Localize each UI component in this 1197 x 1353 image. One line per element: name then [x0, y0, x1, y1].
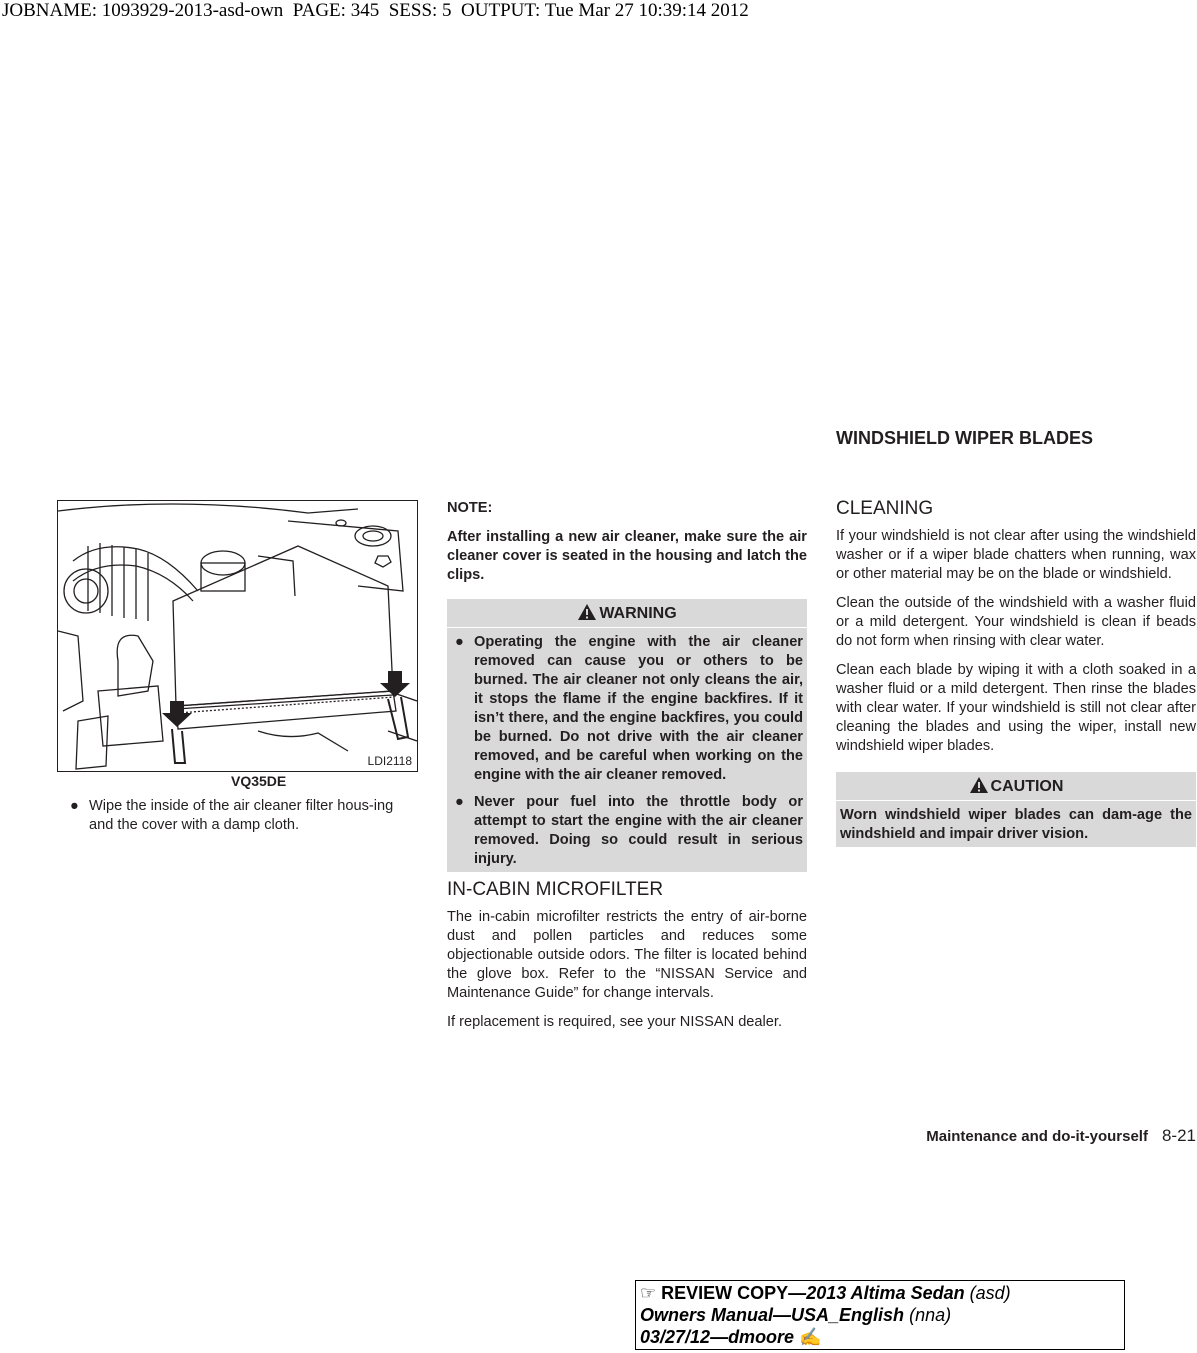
bullet-icon: ●: [70, 798, 79, 814]
caution-body: Worn windshield wiper blades can dam-age the windshield and impair driver vision.: [840, 807, 1192, 842]
list-item: [66, 797, 416, 835]
figure-id: LDI2118: [367, 754, 412, 768]
review-date-author: 03/27/12—dmoore: [640, 1327, 795, 1347]
bullet-icon: ●: [455, 794, 464, 810]
job-sess: SESS: 5: [388, 0, 452, 21]
microfilter-heading: IN-CABIN MICROFILTER: [447, 879, 664, 900]
figure-caption: VQ35DE: [231, 773, 287, 789]
review-copy-label: REVIEW COPY—: [661, 1283, 807, 1303]
warning-item-2: Never pour fuel into the throttle body or attempt to start the engine with the air cleaner removed. Doing so could result in serious injury.: [474, 794, 803, 867]
cleaning-paragraph-3: Clean each blade by wiping it with a cloth soaked in a washer fluid or a mild detergent. Then rinse the blades with clear water. If your windshield is still not clear after cleaning the blades and using the wiper, install new windshield wiper blades.: [836, 662, 1196, 754]
warning-icon: [577, 603, 597, 621]
warning-item-1: Operating the engine with the air cleaner removed can cause you or others to be burned. The air cleaner not only cleans the air, it stops the flame if the engine backfires. If it isn’t there, and the engine backfires, you could be burned. Do not drive with the air cleaner removed, and be careful when working on the engine with the air cleaner removed.: [474, 634, 803, 783]
microfilter-paragraph-2: If replacement is required, see your NISSAN dealer.: [447, 1014, 783, 1030]
vehicle-code: (asd): [969, 1283, 1011, 1303]
writing-hand-icon: ✍: [799, 1327, 822, 1347]
review-stamp: [635, 1280, 1125, 1350]
page-footer: [836, 1126, 1196, 1146]
right-column: [836, 499, 1196, 847]
caution-box: [836, 772, 1196, 847]
review-line-1: [640, 1282, 1120, 1304]
bullet-text: Wipe the inside of the air cleaner filter hous-ing and the cover with a damp cloth.: [89, 798, 394, 833]
warning-body: [447, 628, 807, 872]
bullet-icon: ●: [455, 634, 464, 650]
review-line-3: [640, 1326, 1120, 1348]
middle-column: [447, 499, 807, 1042]
caution-title-row: [836, 772, 1196, 800]
job-header: [2, 0, 749, 22]
manual-name: Owners Manual—USA_English: [640, 1305, 905, 1325]
chapter-title: Maintenance and do-it-yourself: [926, 1128, 1148, 1145]
job-name: JOBNAME: 1093929-2013-asd-own: [2, 0, 284, 21]
job-page: PAGE: 345: [292, 0, 380, 21]
vehicle-name: 2013 Altima Sedan: [806, 1283, 965, 1303]
caution-title: CAUTION: [990, 778, 1064, 795]
cleaning-paragraph-2: Clean the outside of the windshield with a washer fluid or a mild detergent. Your windshield is clean if beads do not form when rinsing with clear water.: [836, 595, 1196, 649]
list-item: [451, 633, 803, 785]
cleaning-paragraph-1: If your windshield is not clear after using the windshield washer or if a wiper blade chatters when running, wax or other material may be on the blade or windshield.: [836, 528, 1196, 582]
warning-box: [447, 599, 807, 872]
microfilter-paragraph-1: The in-cabin microfilter restricts the entry of air-borne dust and pollen particles and reduces some objectionable outside odors. The filter is located behind the glove box. Refer to the “NISSAN Service and Maintenance Guide” for change intervals.: [447, 909, 807, 1001]
note-text: After installing a new air cleaner, make sure the air cleaner cover is seated in the housing and latch the clips.: [447, 529, 807, 583]
section-title: WINDSHIELD WIPER BLADES: [836, 428, 1094, 448]
left-column: [66, 797, 416, 835]
pointing-hand-icon: ☞: [640, 1283, 657, 1303]
engine-illustration: [58, 501, 417, 771]
list-item: [451, 793, 803, 869]
warning-title-row: [447, 599, 807, 627]
review-line-2: [640, 1304, 1120, 1326]
cleaning-heading: CLEANING: [836, 498, 934, 519]
manual-code: (nna): [909, 1305, 952, 1325]
engine-figure: [57, 500, 418, 772]
job-output: OUTPUT: Tue Mar 27 10:39:14 2012: [461, 0, 749, 21]
page-number: 8-21: [1161, 1126, 1196, 1145]
warning-icon: [969, 776, 989, 794]
note-heading: NOTE:: [447, 500, 493, 516]
warning-title: WARNING: [599, 605, 677, 622]
